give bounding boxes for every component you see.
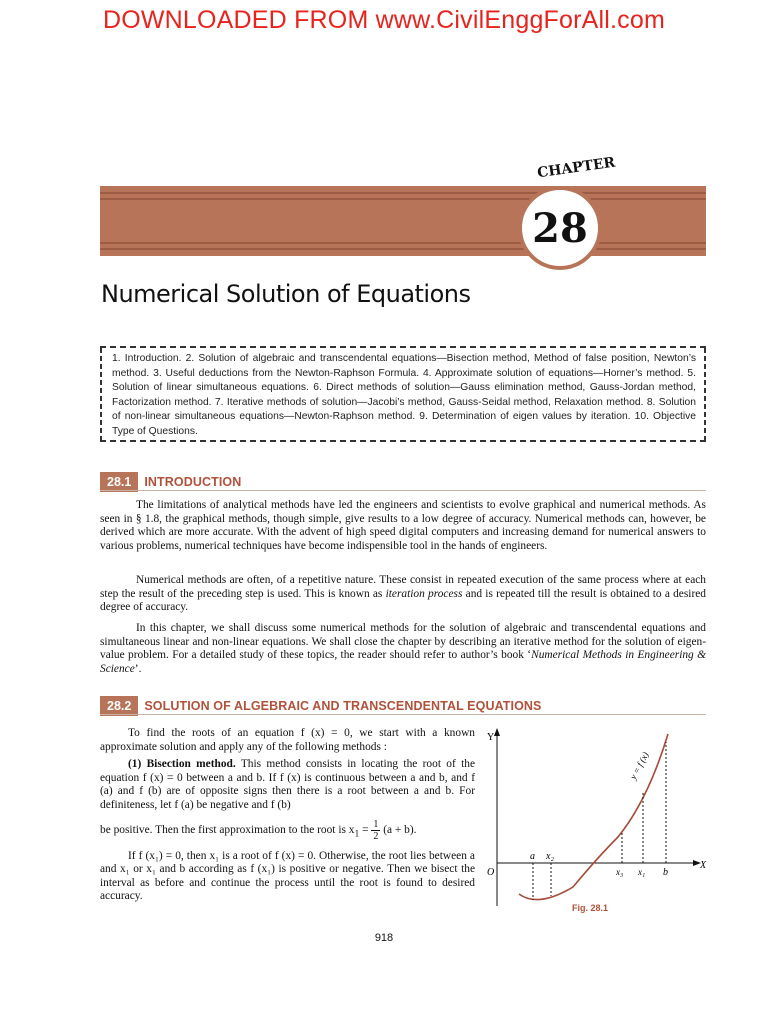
chapter-band xyxy=(100,186,706,256)
bisection-paragraph: (1) Bisection method. This method consists in locating the root of the equation f (x) = 0 between a and b. If f (x) is continuous between a and b, and f (a) and f (b) are of opposite signs then there is a root between a and b. For definiteness, let f (a) be negative and f (b) xyxy=(100,758,476,811)
figure-caption: Fig. 28.1 xyxy=(572,903,609,913)
bisection-continue: If f (x₁) = 0, then x₁ is a root of f (x) = 0. Otherwise, the root lies between a and x₁ or x₁ and b according as f (x₁) is positive or negative. Then we bisect the interval as before and continue the process until the root is found to desired accuracy. xyxy=(100,849,475,903)
origin-label: O xyxy=(487,867,495,878)
chapter-word: CHAPTER xyxy=(536,154,617,182)
section-heading-28-2 xyxy=(100,696,541,716)
download-banner: DOWNLOADED FROM www.CivilEnggForAll.com xyxy=(102,6,666,34)
section-title: SOLUTION OF ALGEBRAIC AND TRANSCENDENTAL EQUATIONS xyxy=(144,699,542,713)
intro-paragraph-3: In this chapter, we shall discuss some numerical methods for the solution of algebraic and transcendental equations and simultaneous linear and non-linear equations. We shall close the chapter by describing an iterative method for the solution of eigen-value problem. For a detailed study of these topics, the reader should refer to author’s book ‘Numerical Methods in Engineering & Science’. xyxy=(100,622,707,675)
chapter-title: Numerical Solution of Equations xyxy=(101,280,471,308)
y-axis-label: Y xyxy=(487,732,495,743)
section-heading-28-1 xyxy=(100,472,241,492)
label-x2: x₂ xyxy=(546,851,554,862)
chapter-contents-text: 1. Introduction. 2. Solution of algebraic and transcendental equations—Bisection method, Method of false position, Newton’s method. 3. Useful deductions from the Newton-Raphson Formula. 4. Approximate solution of equations—Horner’s method. 5. Solution of linear simultaneous equations. 6. Direct methods of solution—Gauss elimination method, Gauss-Jordan method, Factorization method. 7. Iterative methods of solution—Jacobi’s method, Gauss-Seidal method, Relaxation method. 8. Solution of non-linear simultaneous equations—Newton-Raphson method. 9. Determination of eigen values by iteration. 10. Objective Type of Questions. xyxy=(112,353,696,437)
intro-paragraph-1: The limitations of analytical methods have led the engineers and scientists to evolve graphical and numerical methods. As seen in § 1.8, the graphical methods, though simple, give results to a low degree of accuracy. Numerical methods can, however, be derived which are more accurate. With the advent of high speed digital computers and increasing demand for numerical answers to various problems, numerical techniques have become indispensible tool in the hands of engineers. xyxy=(100,499,706,552)
label-a: a xyxy=(530,851,535,862)
curve-label: y = f (x) xyxy=(627,750,651,781)
label-b: b xyxy=(663,867,668,878)
section-rule xyxy=(100,714,706,715)
bisection-figure xyxy=(483,722,713,912)
intro-paragraph-2: Numerical methods are often, of a repetitive nature. These consist in repeated execution of the same process where at each step the result of the preceding step is used. This is known as iteration process and is repeated till the result is obtained to a desired degree of accuracy. xyxy=(100,574,706,614)
chapter-contents-box xyxy=(100,346,706,442)
x-axis-label: X xyxy=(700,860,707,871)
label-x1: x₁ xyxy=(638,867,646,877)
chapter-number: 28 xyxy=(532,204,588,252)
section-rule xyxy=(100,490,706,491)
section-number: 28.2 xyxy=(100,696,138,716)
bisection-column xyxy=(100,727,475,908)
fraction-half: $\frac{1}{2}$ xyxy=(373,818,379,842)
section-number: 28.1 xyxy=(100,472,138,492)
roots-intro: To find the roots of an equation f (x) = 0, we start with a known approximate solution and apply any of the following methods : xyxy=(100,727,475,753)
y-axis-arrow xyxy=(494,728,500,736)
label-x3: x₃ xyxy=(616,867,624,877)
page-number: 918 xyxy=(374,932,394,944)
section-title: INTRODUCTION xyxy=(144,475,242,489)
first-approximation: be positive. Then the first approximation to the root is $x_1$ = $\frac{1}{2}$ (a + b). xyxy=(100,818,417,842)
chapter-number-badge xyxy=(518,186,602,270)
